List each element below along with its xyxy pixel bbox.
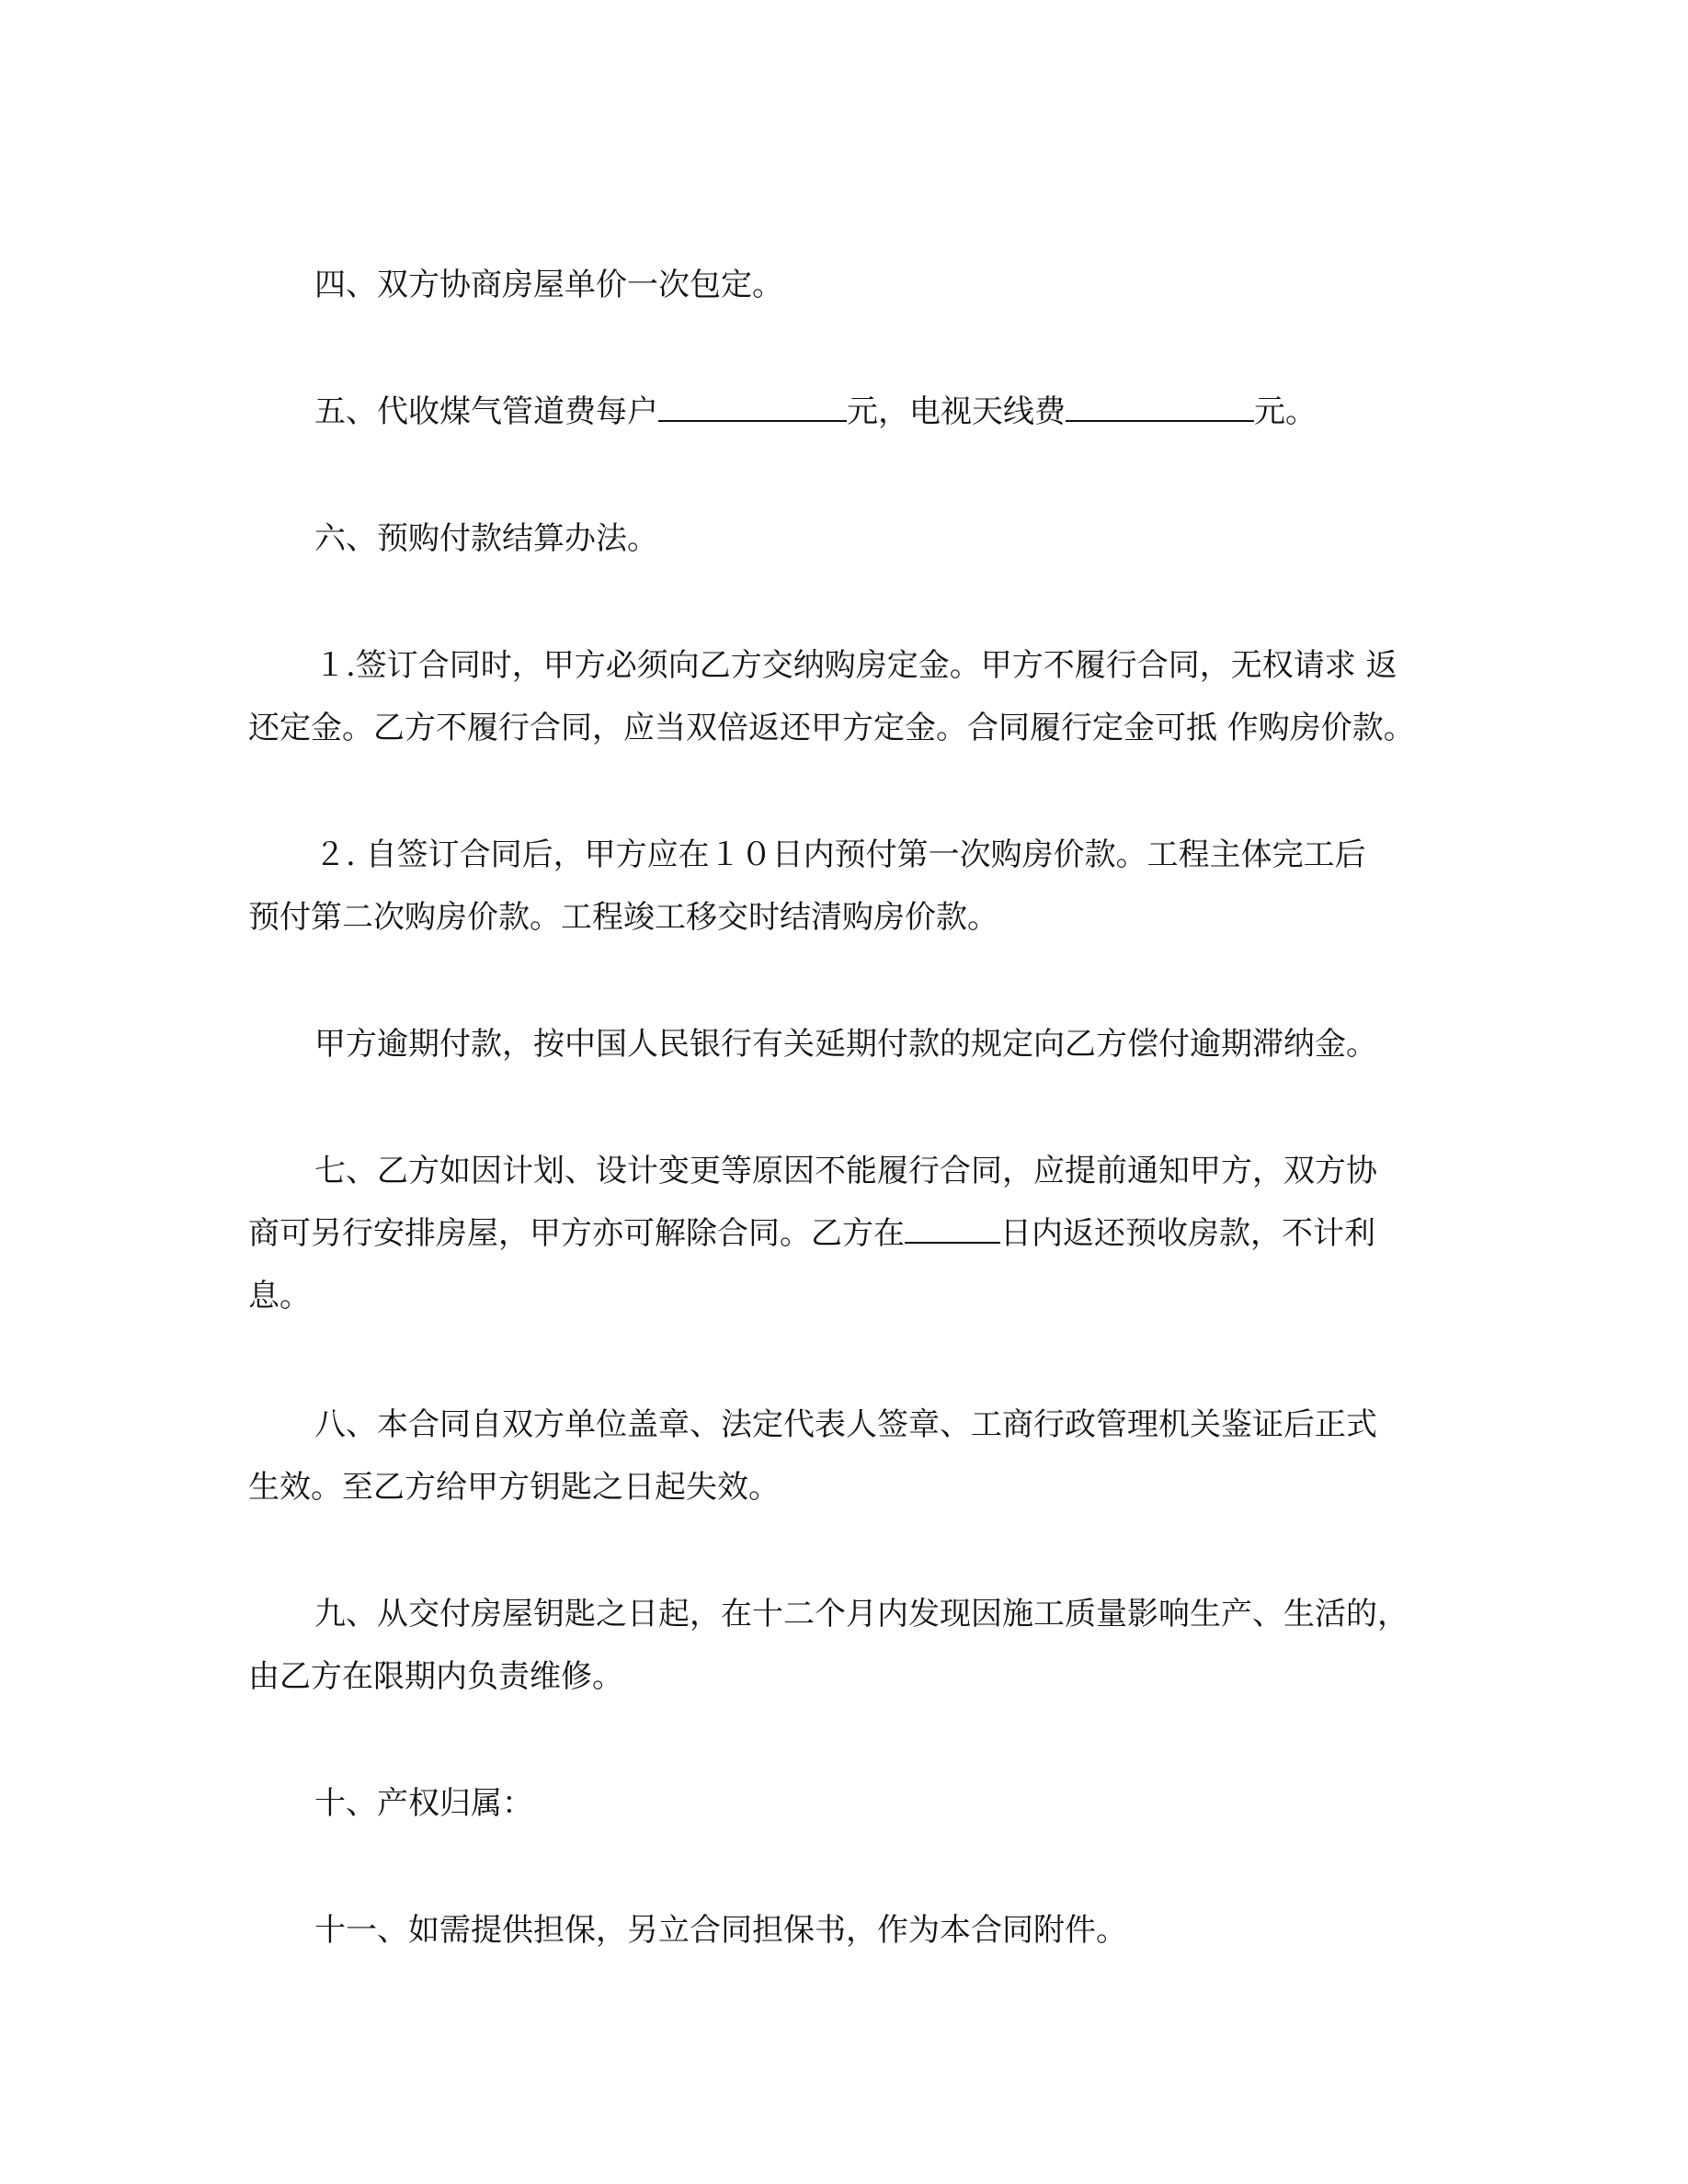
clause-7-line2-part1: 商可另行安排房屋，甲方亦可解除合同。乙方在	[248, 1215, 905, 1252]
clause-6-3	[248, 1013, 1434, 1075]
clause-4-text: 四、双方协商房屋单价一次包定。	[314, 267, 783, 303]
clause-6-1	[248, 634, 1434, 759]
clause-7-line2	[248, 1202, 1434, 1265]
clause-7-line1: 七、乙方如因计划、设计变更等原因不能履行合同，应提前通知甲方，双方协	[314, 1153, 1377, 1189]
clause-8	[248, 1393, 1434, 1519]
refund-days-blank[interactable]	[905, 1211, 1000, 1244]
clause-6-1-line1: １.签订合同时，甲方必须向乙方交纳购房定金。甲方不履行合同，无权请求 返	[314, 647, 1397, 684]
clause-6-2-line1: ２. 自签订合同后，甲方应在１０日内预付第一次购房价款。工程主体完工后	[314, 836, 1366, 873]
clause-6	[248, 507, 1434, 570]
clause-8-line1: 八、本合同自双方单位盖章、法定代表人签章、工商行政管理机关鉴证后正式	[314, 1406, 1377, 1443]
clause-4	[248, 254, 1434, 316]
clause-5-part2: 元，电视天线费	[847, 393, 1066, 430]
clause-10	[248, 1772, 1434, 1835]
clause-9	[248, 1583, 1434, 1708]
clause-11-text: 十一、如需提供担保，另立合同担保书，作为本合同附件。	[314, 1912, 1127, 1949]
clause-5	[248, 381, 1434, 443]
clause-5-part3: 元。	[1254, 393, 1317, 430]
clause-7-line2-part2: 日内返还预收房款，不计利	[1000, 1215, 1375, 1252]
gas-pipe-fee-blank[interactable]	[658, 389, 847, 422]
clause-8-line2: 生效。至乙方给甲方钥匙之日起失效。	[248, 1469, 780, 1506]
clause-6-3-text: 甲方逾期付款，按中国人民银行有关延期付款的规定向乙方偿付逾期滞纳金。	[314, 1026, 1377, 1063]
clause-5-part1: 五、代收煤气管道费每户	[314, 393, 658, 430]
clause-6-text: 六、预购付款结算办法。	[314, 520, 658, 557]
clause-9-line1: 九、从交付房屋钥匙之日起，在十二个月内发现因施工质量影响生产、生活的，	[314, 1596, 1409, 1632]
clause-6-2-line2: 预付第二次购房价款。工程竣工移交时结清购房价款。	[248, 899, 998, 936]
clause-6-1-line2: 还定金。乙方不履行合同，应当双倍返还甲方定金。合同履行定金可抵 作购房价款。	[248, 710, 1415, 746]
clause-7	[248, 1140, 1434, 1327]
clause-7-line3: 息。	[248, 1278, 311, 1314]
clause-10-text: 十、产权归属：	[314, 1785, 533, 1822]
clause-11	[248, 1899, 1434, 1962]
tv-antenna-fee-blank[interactable]	[1066, 389, 1254, 422]
clause-9-line2: 由乙方在限期内负责维修。	[248, 1658, 623, 1695]
clause-6-2	[248, 824, 1434, 949]
clause-5-line	[248, 381, 1434, 443]
